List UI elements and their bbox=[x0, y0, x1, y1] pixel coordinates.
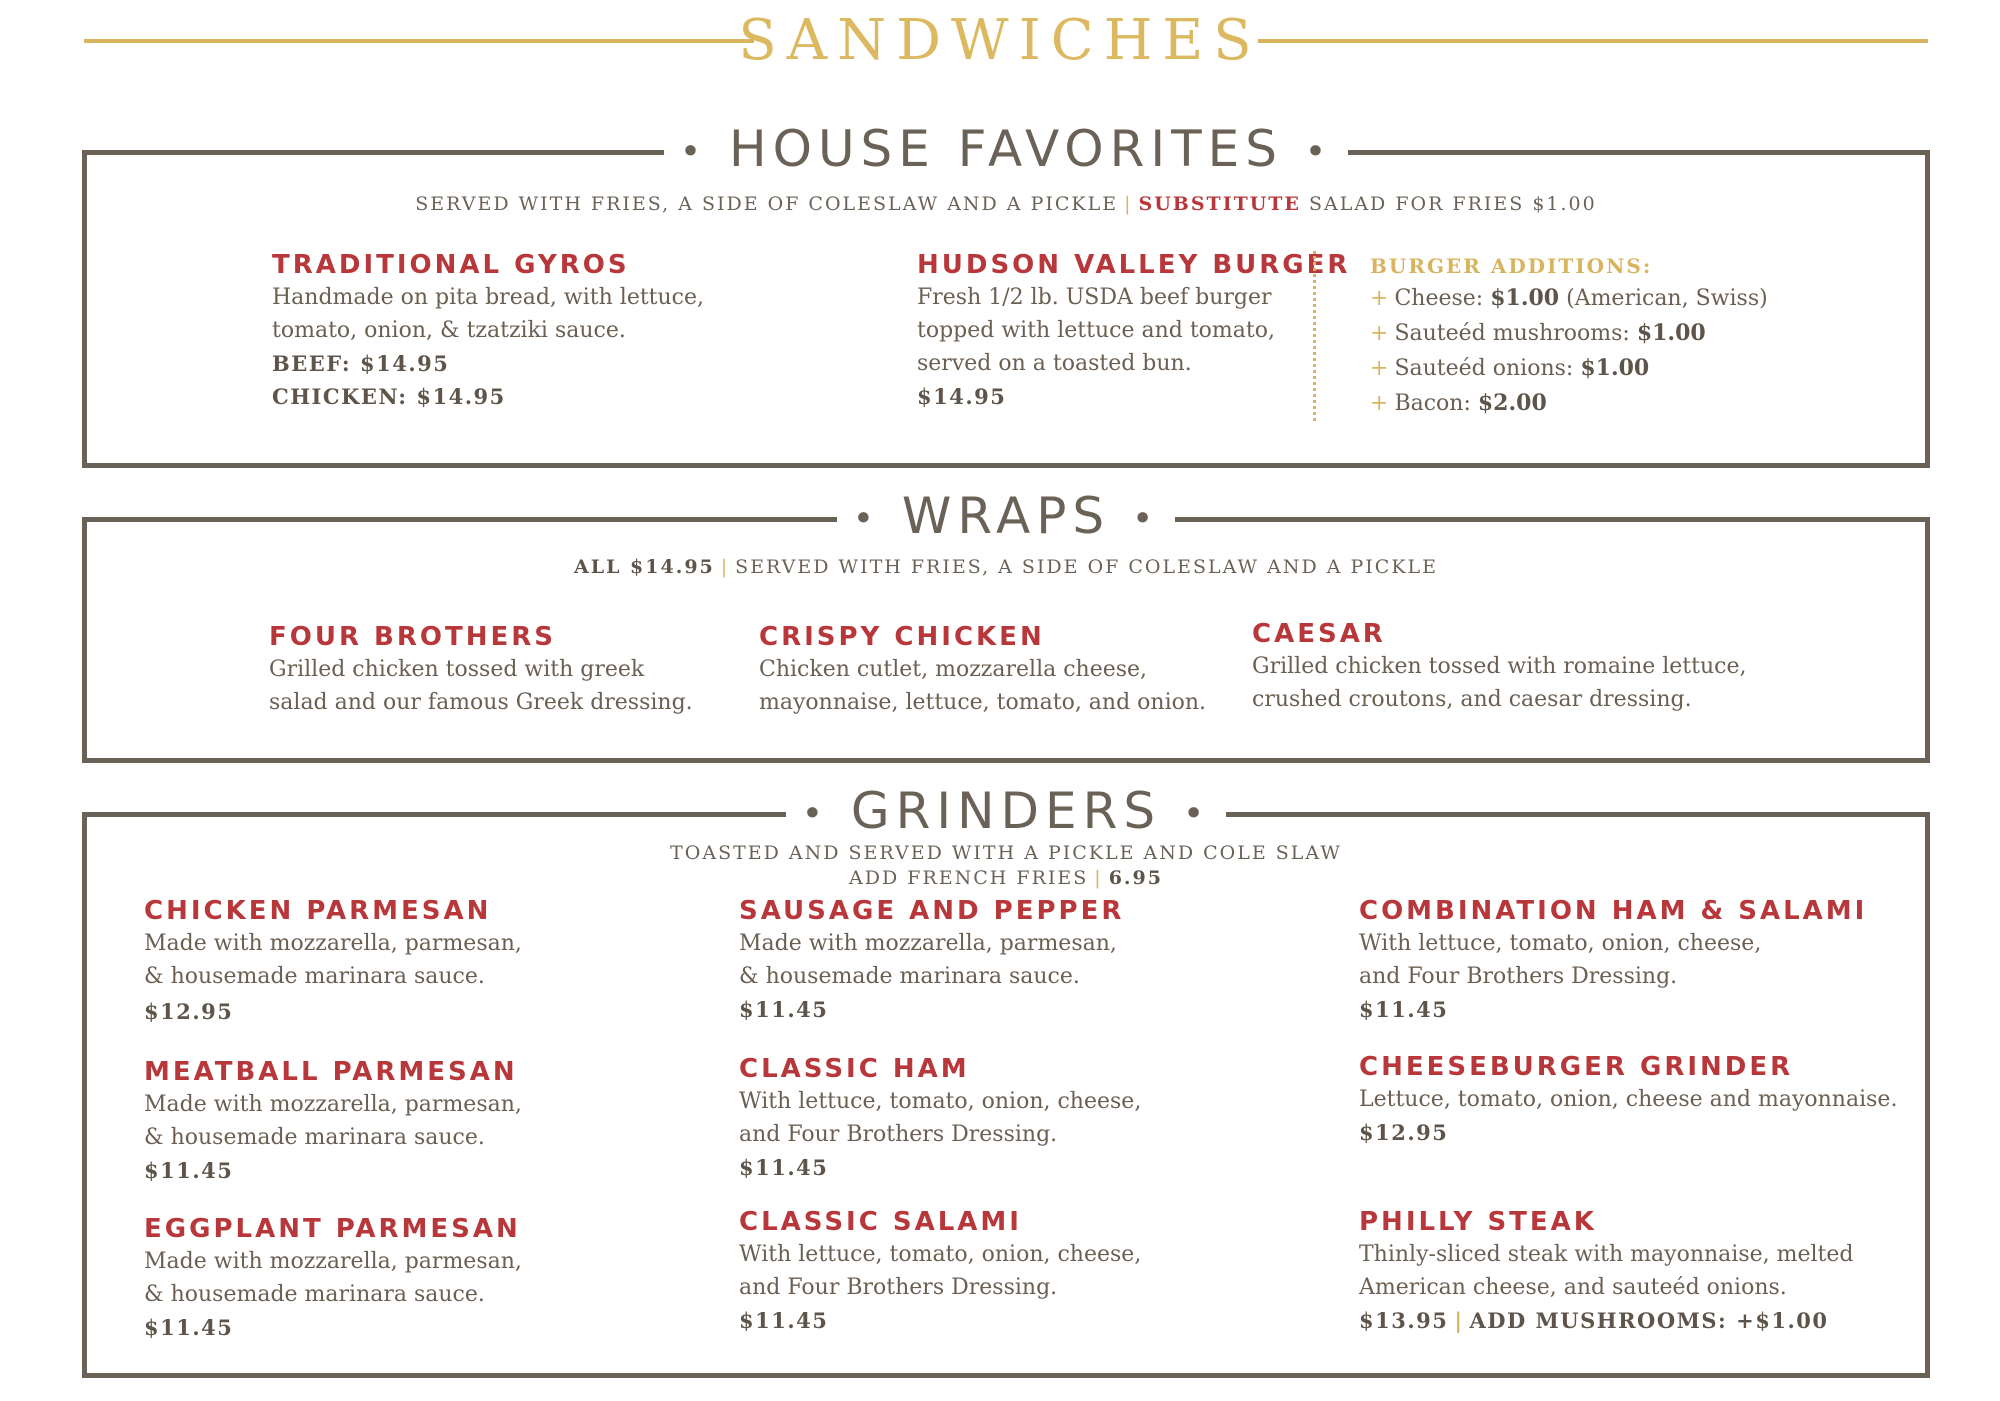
item-price: $14.95 bbox=[917, 384, 1007, 409]
wraps-sub-price: ALL $14.95 bbox=[573, 556, 715, 578]
item-desc: American cheese, and sauteéd onions. bbox=[1359, 1275, 1787, 1300]
house-sub-substitute: SUBSTITUTE bbox=[1138, 193, 1301, 215]
item-desc: Made with mozzarella, parmesan, bbox=[144, 931, 522, 956]
item-name: CLASSIC HAM bbox=[739, 1054, 970, 1084]
wraps-subtitle: ALL $14.95 | SERVED WITH FRIES, A SIDE OF COLESLAW AND A PICKLE bbox=[573, 556, 1439, 578]
house-favorites-title: HOUSE FAVORITES bbox=[729, 120, 1283, 178]
item-desc: Grilled chicken tossed with romaine lettuce, bbox=[1252, 654, 1747, 679]
menu-item-eggplant-parmesan bbox=[144, 1213, 522, 1344]
house-sub-served: SERVED WITH FRIES, A SIDE OF COLESLAW AND A PICKLE bbox=[415, 193, 1119, 215]
grinders-sub-fries: ADD FRENCH FRIES bbox=[849, 867, 1089, 889]
dotted-divider bbox=[1313, 251, 1316, 421]
grinders-heading: • GRINDERS • bbox=[87, 781, 1925, 845]
menu-item-combination-ham-salami bbox=[1359, 895, 1867, 1026]
page-title: SANDWICHES bbox=[738, 8, 1262, 73]
house-favorites-section bbox=[82, 120, 1930, 468]
item-extra: ADD MUSHROOMS: +$1.00 bbox=[1469, 1308, 1829, 1333]
item-desc: mayonnaise, lettuce, tomato, and onion. bbox=[759, 690, 1207, 715]
item-desc: Made with mozzarella, parmesan, bbox=[739, 931, 1117, 956]
item-name: EGGPLANT PARMESAN bbox=[144, 1214, 521, 1244]
item-desc: Grilled chicken tossed with greek bbox=[269, 657, 645, 682]
item-price: $12.95 bbox=[1359, 1120, 1449, 1145]
item-price-row: $13.95 | ADD MUSHROOMS: +$1.00 bbox=[1359, 1308, 1829, 1333]
item-price: $11.45 bbox=[1359, 997, 1449, 1022]
item-name: CAESAR bbox=[1252, 619, 1386, 649]
item-price: $11.45 bbox=[144, 1158, 234, 1183]
menu-item-four-brothers bbox=[269, 621, 693, 719]
item-name: CHICKEN PARMESAN bbox=[144, 896, 492, 926]
menu-item-hudson-valley-burger bbox=[917, 249, 1350, 413]
addition-bacon: + Bacon: $2.00 bbox=[1370, 390, 1547, 416]
item-desc: salad and our famous Greek dressing. bbox=[269, 690, 693, 715]
item-desc: Handmade on pita bread, with lettuce, bbox=[272, 285, 705, 310]
house-favorites-subtitle: SERVED WITH FRIES, A SIDE OF COLESLAW AND A PICKLE | SUBSTITUTE SALAD FOR FRIES $1.00 bbox=[415, 193, 1597, 215]
item-desc: Made with mozzarella, parmesan, bbox=[144, 1249, 522, 1274]
wraps-title: WRAPS bbox=[901, 487, 1111, 545]
item-desc: served on a toasted bun. bbox=[917, 351, 1192, 376]
item-desc: and Four Brothers Dressing. bbox=[739, 1122, 1058, 1147]
burger-additions-heading: BURGER ADDITIONS: bbox=[1370, 254, 1653, 278]
wraps-sub-served: SERVED WITH FRIES, A SIDE OF COLESLAW AND A PICKLE bbox=[735, 556, 1439, 578]
menu-item-chicken-parmesan bbox=[144, 895, 522, 1028]
item-desc: With lettuce, tomato, onion, cheese, bbox=[739, 1089, 1142, 1114]
item-name: HUDSON VALLEY BURGER bbox=[917, 250, 1351, 280]
item-name: COMBINATION HAM & SALAMI bbox=[1359, 896, 1868, 926]
item-desc: & housemade marinara sauce. bbox=[144, 1125, 485, 1150]
item-price: $11.45 bbox=[144, 1315, 234, 1340]
item-price: $12.95 bbox=[144, 999, 234, 1024]
addition-cheese: + Cheese: $1.00 (American, Swiss) bbox=[1370, 285, 1768, 311]
item-desc: & housemade marinara sauce. bbox=[144, 964, 485, 989]
item-name: MEATBALL PARMESAN bbox=[144, 1057, 518, 1087]
menu-item-caesar bbox=[1252, 618, 1746, 716]
item-price: CHICKEN: $14.95 bbox=[272, 384, 506, 409]
item-name: CLASSIC SALAMI bbox=[739, 1207, 1022, 1237]
item-desc: topped with lettuce and tomato, bbox=[917, 318, 1275, 343]
menu-item-classic-ham bbox=[739, 1053, 1141, 1184]
menu-item-cheeseburger-grinder bbox=[1359, 1051, 1897, 1149]
menu-item-sausage-and-pepper bbox=[739, 895, 1124, 1026]
item-desc: With lettuce, tomato, onion, cheese, bbox=[1359, 931, 1762, 956]
item-desc: & housemade marinara sauce. bbox=[739, 964, 1080, 989]
item-desc: crushed croutons, and caesar dressing. bbox=[1252, 687, 1692, 712]
grinders-subtitle-1: TOASTED AND SERVED WITH A PICKLE AND COLE SLAW bbox=[670, 842, 1342, 864]
item-desc: Fresh 1/2 lb. USDA beef burger bbox=[917, 285, 1272, 310]
item-price: $13.95 bbox=[1359, 1308, 1449, 1333]
item-desc: & housemade marinara sauce. bbox=[144, 1282, 485, 1307]
wraps-section bbox=[82, 487, 1930, 763]
item-desc: and Four Brothers Dressing. bbox=[1359, 964, 1678, 989]
menu-item-traditional-gyros bbox=[272, 249, 704, 413]
item-name: SAUSAGE AND PEPPER bbox=[739, 896, 1125, 926]
item-price: $11.45 bbox=[739, 997, 829, 1022]
menu-item-crispy-chicken bbox=[759, 621, 1206, 719]
addition-mushrooms: + Sauteéd mushrooms: $1.00 bbox=[1370, 320, 1706, 346]
item-desc: and Four Brothers Dressing. bbox=[739, 1275, 1058, 1300]
house-sub-salad: SALAD FOR FRIES $1.00 bbox=[1308, 193, 1597, 215]
grinders-title: GRINDERS bbox=[850, 782, 1162, 840]
wraps-heading: • WRAPS • bbox=[87, 486, 1925, 550]
item-desc: Chicken cutlet, mozzarella cheese, bbox=[759, 657, 1148, 682]
item-name: CHEESEBURGER GRINDER bbox=[1359, 1052, 1794, 1082]
item-price: BEEF: $14.95 bbox=[272, 351, 450, 376]
menu-item-meatball-parmesan bbox=[144, 1056, 522, 1187]
item-name: PHILLY STEAK bbox=[1359, 1207, 1597, 1237]
item-desc: Made with mozzarella, parmesan, bbox=[144, 1092, 522, 1117]
item-desc: Thinly-sliced steak with mayonnaise, melted bbox=[1359, 1242, 1854, 1267]
grinders-section bbox=[82, 782, 1930, 1378]
item-name: TRADITIONAL GYROS bbox=[272, 250, 630, 280]
item-name: CRISPY CHICKEN bbox=[759, 622, 1045, 652]
item-desc: Lettuce, tomato, onion, cheese and mayonnaise. bbox=[1359, 1087, 1898, 1112]
item-price: $11.45 bbox=[739, 1308, 829, 1333]
grinders-sub-price: 6.95 bbox=[1108, 867, 1163, 889]
item-name: FOUR BROTHERS bbox=[269, 622, 556, 652]
menu-item-classic-salami bbox=[739, 1206, 1141, 1337]
menu-item-philly-steak bbox=[1359, 1206, 1853, 1337]
item-price: $11.45 bbox=[739, 1155, 829, 1180]
item-desc: With lettuce, tomato, onion, cheese, bbox=[739, 1242, 1142, 1267]
item-desc: tomato, onion, & tzatziki sauce. bbox=[272, 318, 626, 343]
burger-additions bbox=[1370, 251, 1768, 421]
house-favorites-heading: • HOUSE FAVORITES • bbox=[87, 119, 1925, 183]
grinders-subtitle-2: ADD FRENCH FRIES | 6.95 bbox=[849, 867, 1163, 889]
addition-onions: + Sauteéd onions: $1.00 bbox=[1370, 355, 1650, 381]
